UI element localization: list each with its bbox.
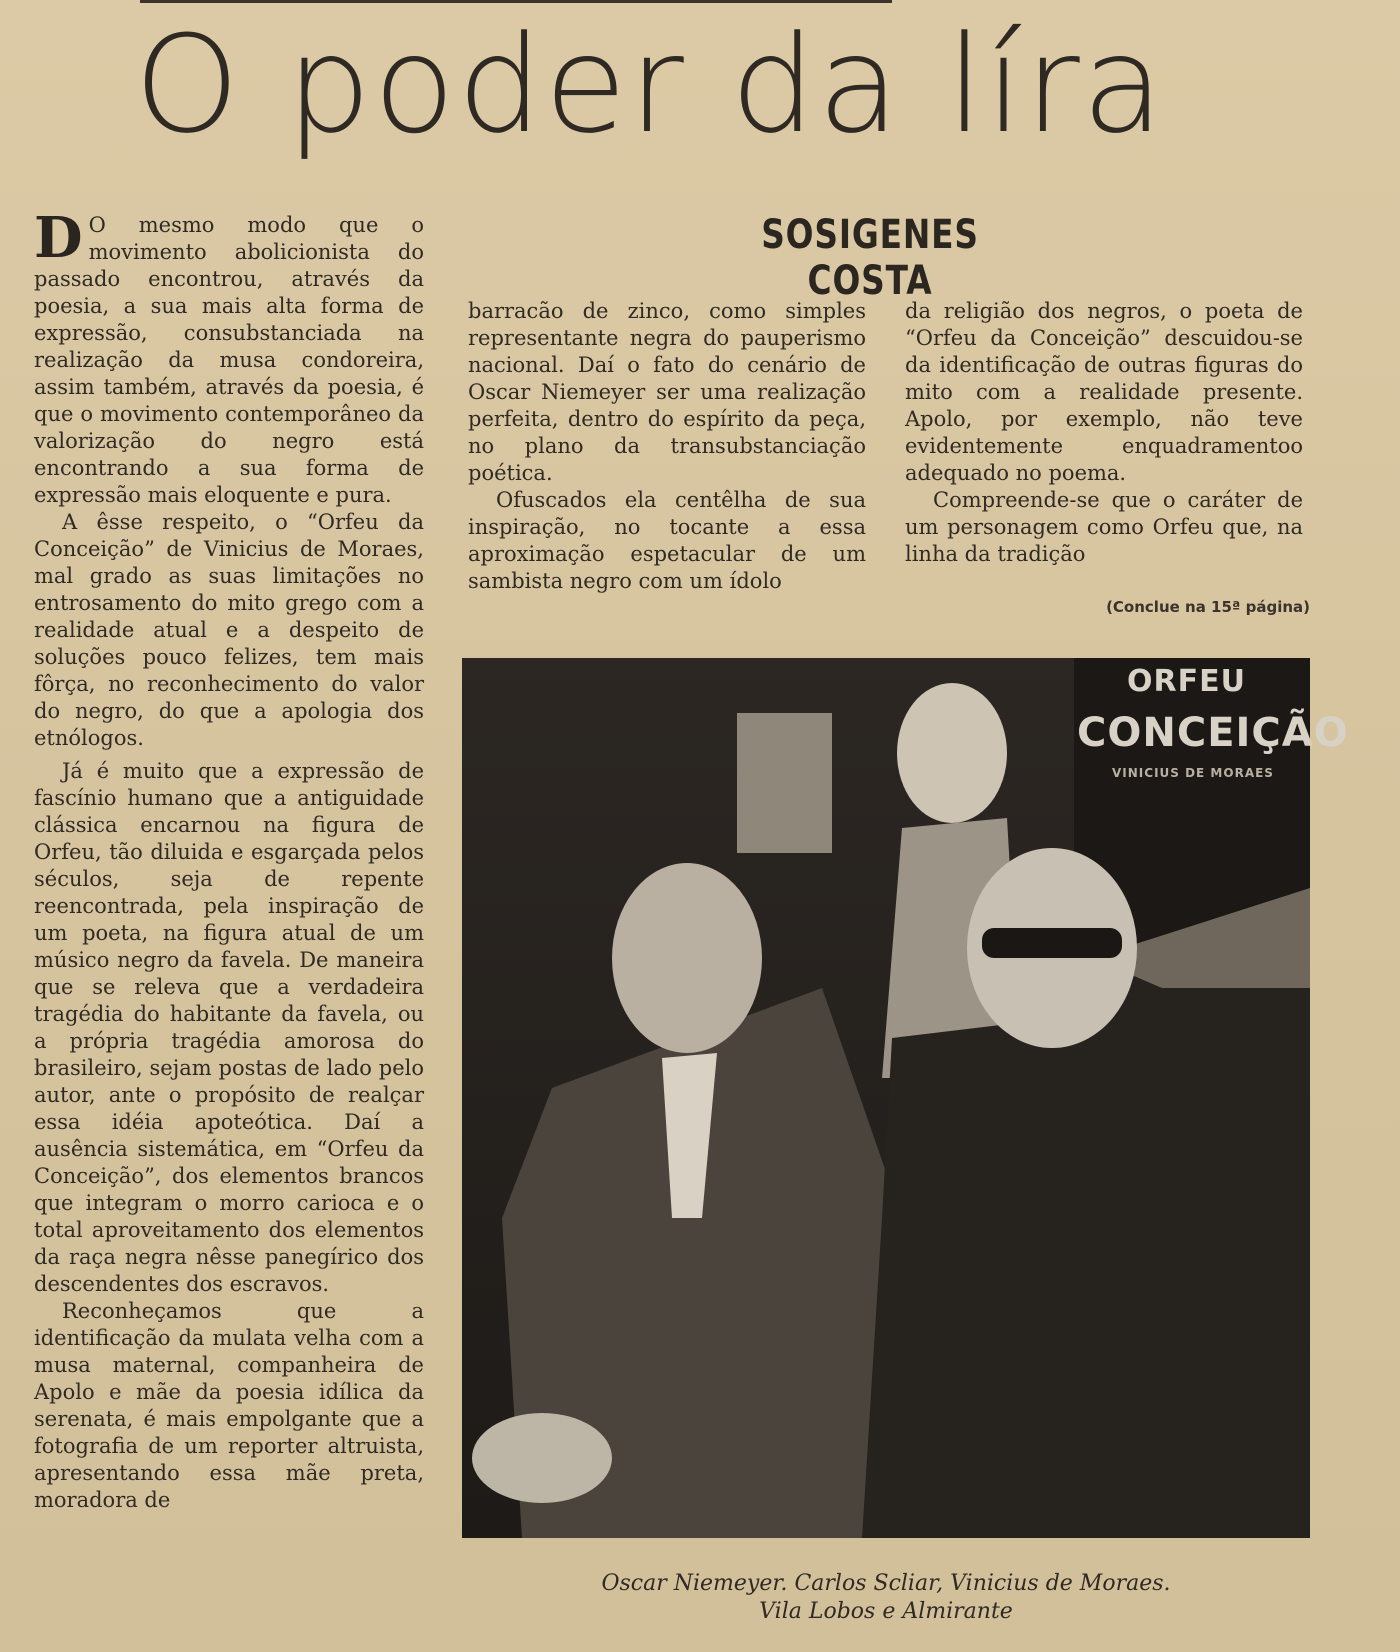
caption-line: Oscar Niemeyer. Carlos Scliar, Vinicius de Moraes. xyxy=(601,1571,1171,1596)
hand xyxy=(472,1413,612,1503)
top-rule xyxy=(140,0,892,3)
seated-man-right-body xyxy=(862,988,1310,1538)
text-column-3 xyxy=(905,298,1303,568)
paragraph: barracão de zinco, como simples representante negra do pauperismo nacional. Daí o fato do cenário de Oscar Niemeyer ser uma realização perfeita, dentro do espírito da peça, no plano da transubstanciação poética. xyxy=(468,299,866,485)
text-column-1 xyxy=(34,205,424,1514)
caption-line: Vila Lobos e Almirante xyxy=(759,1599,1013,1624)
drop-cap: D xyxy=(34,205,83,271)
photo-illustration xyxy=(462,658,1310,1538)
seated-man-left-head xyxy=(612,863,762,1053)
paragraph: Já é muito que a expressão de fascínio humano que a antiguidade clássica encarnou na figura de Orfeu, tão diluida e esgarçada pelos séculos, seja de repente reencontrada, pela inspiração de um poeta, na figura atual de um músico negro da favela. De maneira que se releva que a verdadeira tragédia do habitante da favela, ou a própria tragédia amorosa do brasileiro, sejam postas de lado pelo autor, ante o propósito de realçar essa idéia apoteótica. Daí a ausência sistemática, em “Orfeu da Conceição”, dos elementos brancos que integram o morro carioca e o total aproveitamento dos elementos da raça negra nêsse panegírico dos descendentes dos escravos. xyxy=(34,759,424,1296)
article-headline: O poder da líra xyxy=(134,7,1166,163)
news-photo xyxy=(462,658,1349,1538)
text-column-2 xyxy=(468,298,866,595)
paragraph: Compreende-se que o caráter de um personagem como Orfeu que, na linha da tradição xyxy=(905,488,1303,566)
article-byline: SOSIGENES COSTA xyxy=(761,212,979,304)
sunglasses xyxy=(982,928,1122,958)
photo-caption xyxy=(462,1570,1310,1626)
poster-title: ORFEU xyxy=(1127,664,1246,699)
paragraph: da religião dos negros, o poeta de “Orfeu da Conceição” descuidou-se da identificação de outras figuras do mito com a realidade presente. Apolo, por exemplo, não teve evidentemente enquadramentoo adequado no poema. xyxy=(905,299,1303,485)
paragraph: Ofuscados ela centêlha de sua inspiração, no tocante a essa aproximação espetacular de um sambista negro com um ídolo xyxy=(468,488,866,593)
wall-picture xyxy=(737,713,832,853)
continuation-note: (Conclue na 15ª página) xyxy=(1106,598,1310,616)
poster-title: CONCEIÇÃO xyxy=(1077,710,1349,756)
paragraph: A êsse respeito, o “Orfeu da Conceição” de Vinicius de Moraes, mal grado as suas limitações no entrosamento do mito grego com a realidade atual e a despeito de soluções pouco felizes, tem mais fôrça, no reconhecimento do valor do negro, do que a apologia dos etnólogos. xyxy=(34,510,424,750)
poster-subtitle: VINICIUS DE MORAES xyxy=(1112,766,1274,780)
standing-man-head xyxy=(897,683,1007,823)
paragraph: Reconheçamos que a identificação da mulata velha com a musa maternal, companheira de Apolo e mãe da poesia idílica da serenata, é mais empolgante que a fotografia de um reporter altruista, apresentando essa mãe preta, moradora de xyxy=(34,1299,424,1512)
paragraph: O mesmo modo que o movimento abolicionista do passado encontrou, através da poesia, a sua mais alta forma de expressão, consubstanciada na realização da musa condoreira, assim também, através da poesia, é que o movimento contemporâneo da valorização do negro está encontrando a sua forma de expressão mais eloquente e pura. xyxy=(34,213,424,507)
